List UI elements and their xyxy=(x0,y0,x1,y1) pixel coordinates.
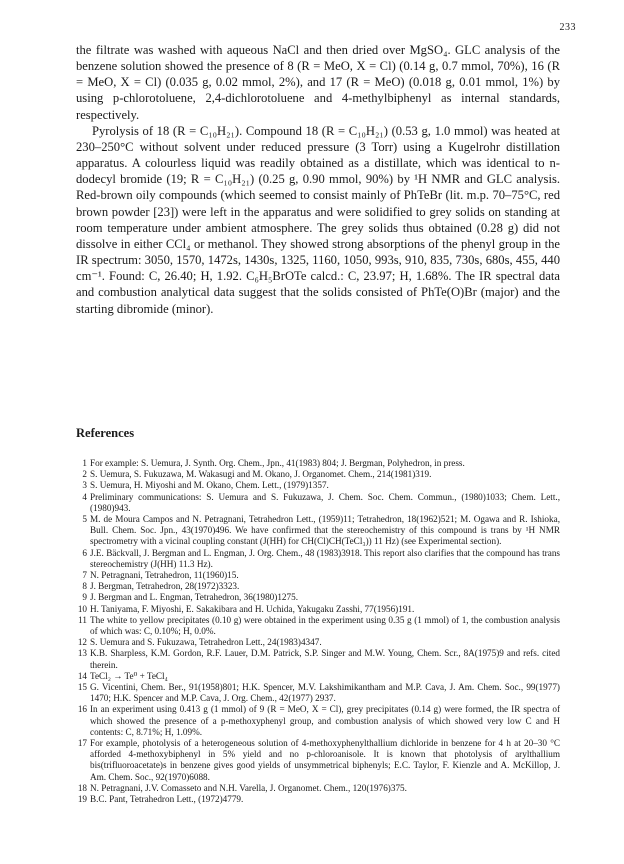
reference-number: 4 xyxy=(82,491,87,502)
reference-number: 6 xyxy=(82,547,87,558)
reference-item xyxy=(76,648,560,670)
reference-text: S. Uemura and S. Fukuzawa, Tetrahedron Lett., 24(1983)4347. xyxy=(90,637,322,648)
reference-text: M. de Moura Campos and N. Petragnani, Tetrahedron Lett., (1959)11; Tetrahedron, 18(1962)521; M. Ogawa and R. Ishioka, Bull. Chem. Soc. Jpn., 43(1970)496. We have confirmed that the stereochemistry of this compound is trans by ¹H NMR spectrometry with a vicinal coupling constant (J(HH) for CH(Cl)CH(TeCl₃)) 11 Hz) (see Experimental section). xyxy=(90,514,560,547)
reference-text: G. Vicentini, Chem. Ber., 91(1958)801; H.K. Spencer, M.V. Lakshimikantham and M.P. Cava, J. Am. Chem. Soc., 99(1977) 1470; H.K. Spencer and M.P. Cava, J. Org. Chem., 42(1977) 2937. xyxy=(90,682,560,704)
reference-number: 19 xyxy=(77,794,87,805)
reference-text: B.C. Pant, Tetrahedron Lett., (1972)4779. xyxy=(90,794,244,805)
reference-item xyxy=(76,492,560,514)
reference-number: 16 xyxy=(77,704,87,715)
references-list xyxy=(76,458,560,805)
paragraph: the filtrate was washed with aqueous NaCl and then dried over MgSO₄. GLC analysis of the benzene solution showed the presence of 8 (R = MeO, X = Cl) (0.14 g, 0.7 mmol, 70%), 16 (R = MeO, X = Cl) (0.035 g, 0.02 mmol, 2%), and 17 (R = MeO) (0.018 g, 0.01 mmol, 1%) by using p-chlorotoluene, 2,4-dichlorotoluene and 4-methylbiphenyl as internal standards, respectively. xyxy=(76,43,560,122)
reference-text: For example, photolysis of a heterogeneous solution of 4-methoxyphenylthallium dichloride in benzene for 4 h at 20–30 °C afforded 4-methoxybiphenyl in 5% yield and no p-chloroanisole. It is known that photolysis of arylthallium bis(trifluoroacetate)s in benzene gives good yields of unsymmetrical biphenyls; E.C. Taylor, F. Kienzle and A. McKillop, J. Am. Chem. Soc., 92(1970)6088. xyxy=(90,738,560,782)
reference-text: For example: S. Uemura, J. Synth. Org. Chem., Jpn., 41(1983) 804; J. Bergman, Polyhedron, in press. xyxy=(90,458,465,468)
reference-item xyxy=(76,604,560,615)
reference-text: H. Taniyama, F. Miyoshi, E. Sakakibara and H. Uchida, Yakugaku Zasshi, 77(1956)191. xyxy=(90,603,415,614)
reference-text: K.B. Sharpless, K.M. Gordon, R.F. Lauer, D.M. Patrick, S.P. Singer and M.W. Young, Chem. Scr., 8A(1975)9 and refs. cited therein. xyxy=(90,648,560,670)
reference-text: TeCl₂ → Te⁰ + TeCl₄ xyxy=(90,670,168,681)
reference-number: 15 xyxy=(77,682,87,693)
reference-number: 17 xyxy=(77,738,87,749)
reference-item xyxy=(76,480,560,491)
references-heading: References xyxy=(76,426,135,440)
reference-number: 7 xyxy=(82,570,87,581)
reference-item xyxy=(76,548,560,570)
reference-item xyxy=(76,704,560,738)
page-number: 233 xyxy=(559,22,576,33)
reference-text: N. Petragnani, Tetrahedron, 11(1960)15. xyxy=(90,570,239,581)
reference-text: J. Bergman, Tetrahedron, 28(1972)3323. xyxy=(90,581,240,592)
reference-number: 9 xyxy=(82,592,87,603)
reference-number: 3 xyxy=(82,480,87,491)
body-text xyxy=(76,42,560,317)
reference-number: 18 xyxy=(77,782,87,793)
reference-item xyxy=(76,458,560,469)
reference-text: J.E. Bäckvall, J. Bergman and L. Engman, J. Org. Chem., 48 (1983)3918. This report also clarifies that the compound has trans stereochemistry (J(HH) 11.3 Hz). xyxy=(90,547,560,569)
reference-number: 2 xyxy=(82,469,87,480)
reference-text: S. Uemura, S. Fukuzawa, M. Wakasugi and M. Okano, J. Organomet. Chem., 214(1981)319. xyxy=(90,469,432,480)
reference-item xyxy=(76,469,560,480)
reference-number: 13 xyxy=(77,648,87,659)
reference-item xyxy=(76,738,560,783)
reference-text: The white to yellow precipitates (0.10 g) were obtained in the experiment using 0.35 g (1 mmol) of 1, the combustion analysis of which was: C, 0.10%; H, 0.0%. xyxy=(90,614,560,637)
reference-item xyxy=(76,514,560,548)
reference-item xyxy=(76,794,560,805)
reference-item xyxy=(76,783,560,794)
paragraph: Pyrolysis of 18 (R = C₁₀H₂₁). Compound 18 (R = C₁₀H₂₁) (0.53 g, 1.0 mmol) was heated at 230–250°C without solvent under reduced pressure (3 Torr) using a Kugelrohr distillation apparatus. A colourless liquid was readily obtained as a distillate, which was identical to n-dodecyl bromide (19; R = C₁₀H₂₁) (0.25 g, 0.90 mmol, 90%) by ¹H NMR and GLC analysis. Red-brown oily compounds (which seemed to consist mainly of PhTeBr (lit. m.p. 70–75°C, red brown powder [23]) were left in the apparatus and were solidified to grey solids on standing at room temperature under ambient atmosphere. The grey solids thus obtained (0.28 g) did not dissolve in either CCl₄ or methanol. They showed strong absorptions of the phenyl group in the IR spectrum: 3050, 1570, 1472s, 1430s, 1325, 1160, 1050, 993s, 910, 835, 730s, 680s, 455, 440 cm⁻¹. Found: C, 26.40; H, 1.92. C₆H₅BrOTe calcd.: C, 23.97; H, 1.68%. The IR spectral data and combustion analytical data suggest that the solids consisted of PhTe(O)Br (major) and the starting dibromide (minor). xyxy=(76,123,560,316)
reference-number: 10 xyxy=(77,603,87,614)
reference-item xyxy=(76,682,560,704)
reference-item xyxy=(76,592,560,603)
reference-text: Preliminary communications: S. Uemura and S. Fukuzawa, J. Chem. Soc. Chem. Commun., (1980)1033; Chem. Lett., (1980)943. xyxy=(90,491,560,513)
reference-text: N. Petragnani, J.V. Comasseto and N.H. Varella, J. Organomet. Chem., 120(1976)375. xyxy=(90,782,407,793)
reference-item xyxy=(76,570,560,581)
reference-item xyxy=(76,615,560,637)
reference-number: 11 xyxy=(78,614,87,625)
reference-number: 5 xyxy=(82,514,87,525)
reference-number: 8 xyxy=(82,581,87,592)
reference-item xyxy=(76,671,560,682)
reference-item xyxy=(76,581,560,592)
reference-item xyxy=(76,637,560,648)
reference-number: 12 xyxy=(77,637,87,648)
reference-number: 1 xyxy=(82,458,87,468)
reference-text: In an experiment using 0.413 g (1 mmol) of 9 (R = MeO, X = Cl), grey precipitates (0.14 g) were formed, the IR spectra of which showed the presence of a p-methoxyphenyl group, and combustion analysis of which showed very low C and H contents: C, 8.71%; H, 1.09%. xyxy=(90,704,560,737)
reference-number: 14 xyxy=(77,670,87,681)
reference-text: J. Bergman and L. Engman, Tetrahedron, 36(1980)1275. xyxy=(90,592,298,603)
reference-text: S. Uemura, H. Miyoshi and M. Okano, Chem. Lett., (1979)1357. xyxy=(90,480,329,491)
